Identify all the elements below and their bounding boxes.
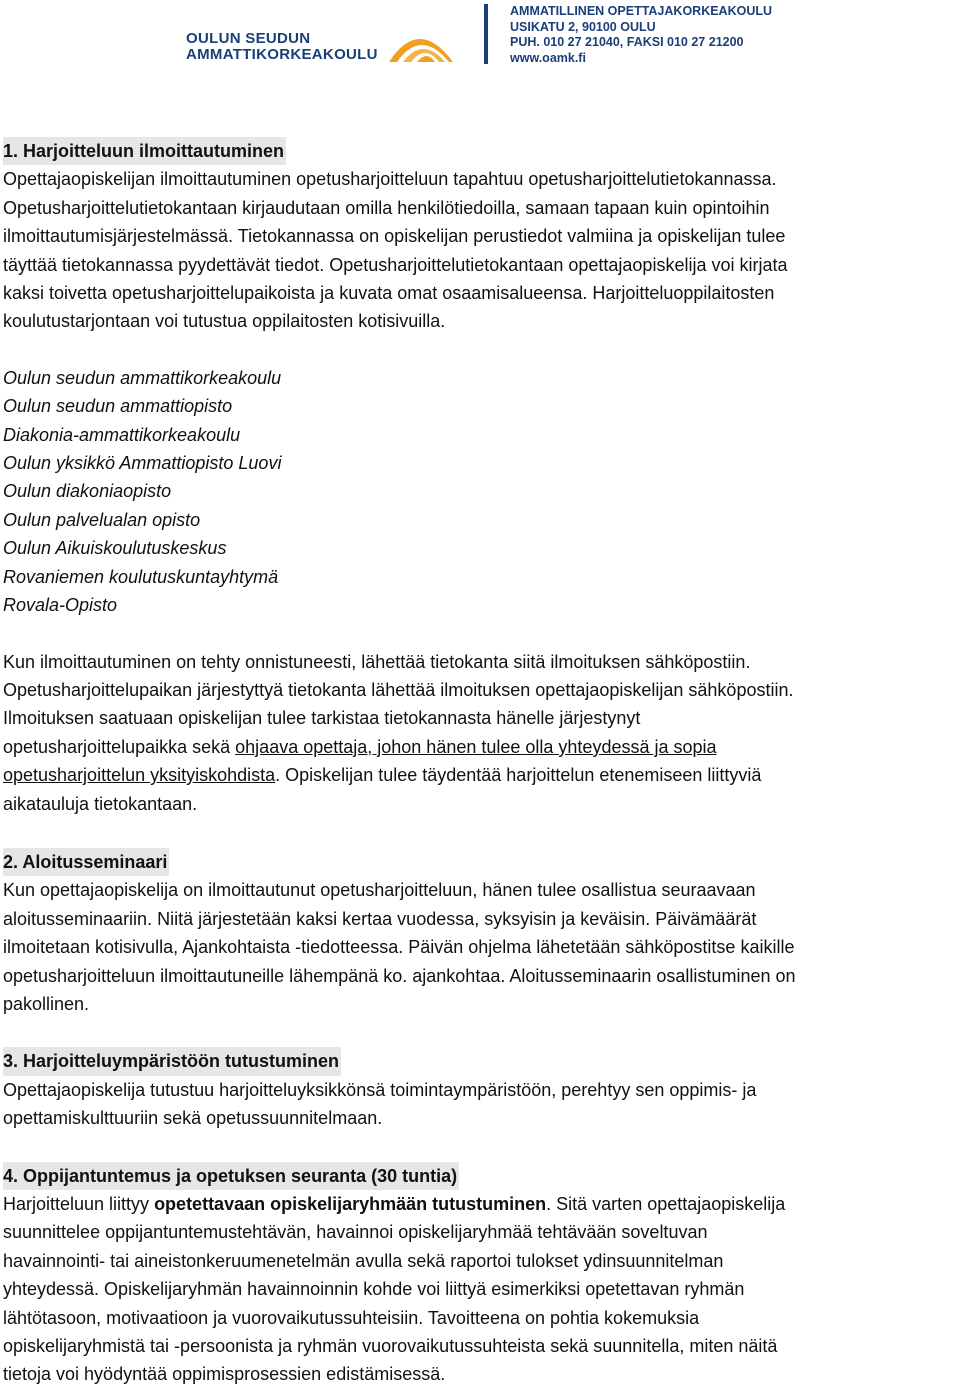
text-line: Kun opettajaopiskelija on ilmoittautunut opetusharjoitteluun, hänen tulee osallistua seuraavaan	[3, 880, 756, 901]
logo-line-2: AMMATTIKORKEAKOULU	[186, 46, 378, 63]
text-line: tietoja voi hyödyntää oppimisprosessien edistämisessä.	[3, 1364, 446, 1385]
text-line: Opettajaopiskelijan ilmoittautuminen opetusharjoitteluun tapahtuu opetusharjoittelutietokannassa.	[3, 169, 777, 190]
text-line	[3, 761, 958, 789]
school-item: Oulun seudun ammattikorkeakoulu	[3, 367, 282, 388]
school-item: Rovala-Opisto	[3, 595, 118, 616]
text-line: pakollinen.	[3, 993, 90, 1014]
school-item: Oulun diakoniaopisto	[3, 481, 172, 502]
section-4-text	[3, 1190, 958, 1389]
school-item: Diakonia-ammattikorkeakoulu	[3, 424, 241, 445]
address-line: PUH. 010 27 21040, FAKSI 010 27 21200	[510, 35, 744, 49]
section-4-heading: 4. Oppijantuntemus ja opetuksen seuranta (30 tuntia)	[3, 1162, 459, 1190]
underlined-text: opetusharjoittelun yksityiskohdista	[3, 765, 276, 786]
text-line: aloitusseminaariin. Niitä järjestetään kaksi kertaa vuodessa, syksyisin ja keväisin. Päivämäärät	[3, 908, 757, 929]
text-line: Opetusharjoittelutietokantaan kirjaudutaan omilla henkilötiedoilla, samaan tapaan kuin opintoihin	[3, 197, 770, 218]
school-list	[3, 364, 958, 620]
section-1-text	[3, 165, 958, 335]
address-line: USIKATU 2, 90100 OULU	[510, 19, 656, 34]
section-2-text	[3, 876, 958, 1018]
text-span: Harjoitteluun liittyy	[3, 1194, 155, 1214]
text-line: opiskelijaryhmistä tai -persoonista ja ryhmän vuorovaikutussuhteista sekä suunnitella, miten näitä	[3, 1336, 778, 1357]
text-line: suunnittelee oppijantuntemustehtävän, havainnoi opiskelijaryhmää tehtävään soveltuvan	[3, 1222, 708, 1243]
logo-line-1: OULUN SEUDUN	[186, 30, 311, 47]
school-item: Oulun palvelualan opisto	[3, 509, 201, 530]
text-span: . Sitä varten opettajaopiskelija	[546, 1194, 786, 1214]
text-span: . Opiskelijan tulee täydentää harjoittelun etenemiseen liittyviä	[275, 765, 762, 786]
text-span: opetusharjoittelupaikka sekä	[3, 736, 236, 757]
section-2-heading: 2. Aloitusseminaari	[3, 848, 169, 876]
section-1-heading: 1. Harjoitteluun ilmoittautuminen	[3, 137, 286, 165]
address-line: AMMATILLINEN OPETTAJAKORKEAKOULU	[510, 4, 773, 18]
text-line: kaksi toivetta opetusharjoittelupaikoista ja kuvata omat osaamisalueensa. Harjoitteluoppilaitosten	[3, 283, 775, 304]
underlined-text: ohjaava opettaja, johon hänen tulee olla yhteydessä ja sopia	[235, 736, 717, 757]
text-line: yhteydessä. Opiskelijaryhmän havainnoinnin kohde voi liittyä esimerkiksi opetettavan ryhmän	[3, 1279, 745, 1300]
text-line: lähtötasoon, motivaatioon ja vuorovaikutussuhteisiin. Tavoitteena on pohtia kokemuksia	[3, 1307, 700, 1328]
school-item: Rovaniemen koulutuskuntayhtymä	[3, 566, 279, 587]
header-address	[510, 4, 772, 66]
text-line: opetusharjoitteluun ilmoittautuneille lähempänä ko. ajankohtaa. Aloitusseminaarin osallistuminen on	[3, 965, 796, 986]
document-body	[3, 137, 958, 1389]
letterhead	[0, 0, 960, 80]
text-line: ilmoitetaan kotisivulla, Ajankohtaista -tiedotteessa. Päivän ohjelma lähetetään sähköpostitse kaikille	[3, 937, 795, 958]
text-line: koulutustarjontaan voi tutustua oppilaitosten kotisivuilla.	[3, 311, 446, 332]
text-line: havainnointi- tai aineistonkeruumenetelmän avulla sekä raportoi tulokset ydinsuunnitelman	[3, 1250, 724, 1271]
school-item: Oulun Aikuiskoulutuskeskus	[3, 538, 227, 559]
oamk-sunburst-logo-icon	[383, 22, 455, 66]
registration-followup-text	[3, 648, 958, 818]
website-link[interactable]: www.oamk.fi	[510, 50, 586, 65]
text-line	[3, 733, 958, 761]
text-line: Kun ilmoittautuminen on tehty onnistuneesti, lähettää tietokanta siitä ilmoituksen sähköpostiin.	[3, 651, 751, 672]
header-divider	[484, 4, 488, 64]
school-item: Oulun yksikkö Ammattiopisto Luovi	[3, 453, 282, 474]
text-line: Ilmoituksen saatuaan opiskelijan tulee tarkistaa tietokannasta hänelle järjestynyt	[3, 708, 641, 729]
bold-text: opetettavaan opiskelijaryhmään tutustuminen	[154, 1194, 547, 1214]
section-3-heading: 3. Harjoitteluympäristöön tutustuminen	[3, 1047, 341, 1075]
text-line	[3, 1190, 958, 1218]
section-3-text	[3, 1076, 958, 1133]
text-line: täyttää tietokannassa pyydettävät tiedot. Opetusharjoittelutietokantaan opettajaopiskelija voi kirjata	[3, 254, 788, 275]
school-item: Oulun seudun ammattiopisto	[3, 396, 233, 417]
text-line: aikatauluja tietokantaan.	[3, 793, 198, 814]
text-line: Opettajaopiskelija tutustuu harjoitteluyksikkönsä toimintaympäristöön, perehtyy sen oppimis- ja	[3, 1079, 757, 1100]
text-line: ilmoittautumisjärjestelmässä. Tietokannassa on opiskelijan perustiedot valmiina ja opiskelijan tulee	[3, 226, 786, 247]
text-line: opettamiskulttuuriin sekä opetussuunnitelmaan.	[3, 1108, 383, 1129]
text-line: Opetusharjoittelupaikan järjestyttyä tietokanta lähettää ilmoituksen opettajaopiskelijan sähköpostiin.	[3, 679, 794, 700]
